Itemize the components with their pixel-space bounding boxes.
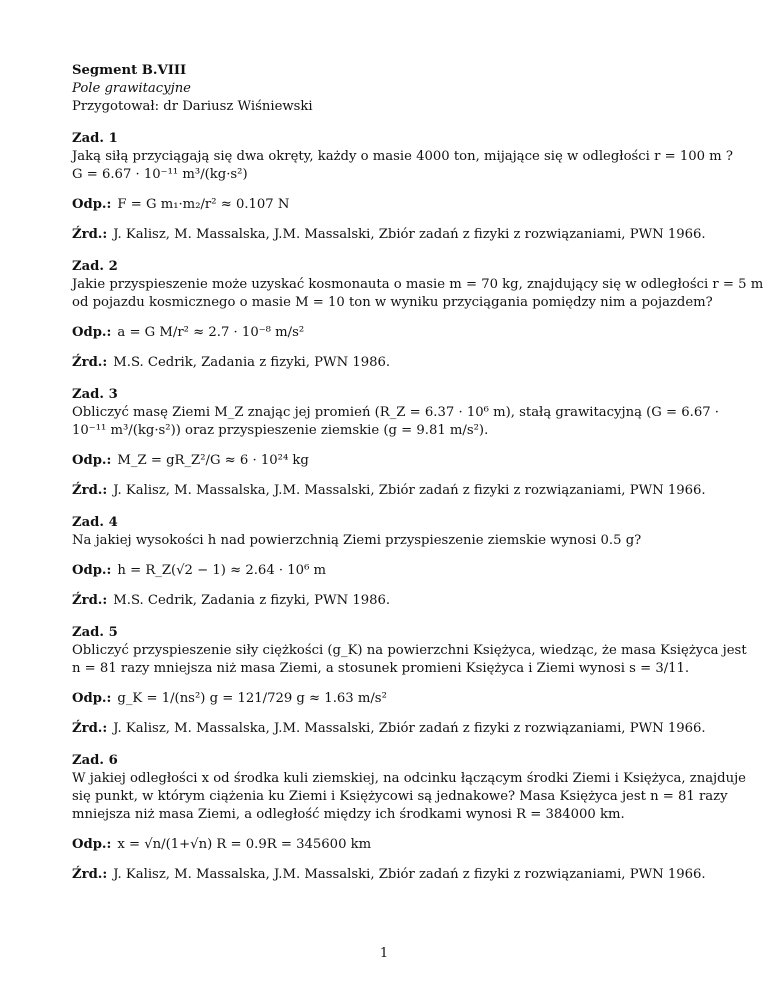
source-text: M.S. Cedrik, Zadania z fizyki, PWN 1986. [113,355,391,370]
answer-line [72,324,744,342]
answer-line [72,452,744,470]
segment-title: Segment B.VIII [72,63,187,78]
source-text: J. Kalisz, M. Massalska, J.M. Massalski, Zbiór zadań z fizyki z rozwiązaniami, PWN 1966. [113,483,706,498]
problem-2 [72,258,764,372]
source-label: Źrd.: [72,867,108,882]
answer-label: Odp.: [72,325,112,340]
problem-5 [72,624,747,738]
page-number: 1 [379,946,389,961]
answer-label: Odp.: [72,197,112,212]
source-text: J. Kalisz, M. Massalska, J.M. Massalski, Zbiór zadań z fizyki z rozwiązaniami, PWN 1966. [113,227,706,242]
source-text: M.S. Cedrik, Zadania z fizyki, PWN 1986. [113,593,391,608]
answer-text: M_Z = gR_Z²/G ≈ 6 · 10²⁴ kg [117,453,309,468]
problem-text-line: G = 6.67 · 10⁻¹¹ m³/(kg·s²) [72,167,248,182]
answer-label: Odp.: [72,563,112,578]
source-line [72,592,744,610]
problem-text-line: się punkt, w którym ciążenia ku Ziemi i Księżycowi są jednakowe? Masa Księżyca jest n = 81 razy [72,789,728,804]
answer-line [72,196,744,214]
problem-text-line: Obliczyć przyspieszenie siły ciężkości (g_K) na powierzchni Księżyca, wiedząc, że masa Księżyca jest [72,643,747,658]
source-label: Źrd.: [72,593,108,608]
problem-text-line: mniejsza niż masa Ziemi, a odległość między ich środkami wynosi R = 384000 km. [72,807,625,822]
problem-text-line: Jakie przyspieszenie może uzyskać kosmonauta o masie m = 70 kg, znajdujący się w odległości r = 5 m [72,277,764,292]
answer-line [72,690,744,708]
problem-6 [72,752,744,884]
problem-3 [72,386,744,500]
problem-text-line: od pojazdu kosmicznego o masie M = 10 ton w wyniku przyciągania pomiędzy nim a pojazdem? [72,295,713,310]
answer-label: Odp.: [72,837,112,852]
source-label: Źrd.: [72,721,108,736]
source-line [72,720,744,738]
problem-title: Zad. 5 [72,625,118,640]
problem-text-line: Obliczyć masę Ziemi M_Z znając jej promień (R_Z = 6.37 · 10⁶ m), stałą grawitacyjną (G = 6.67 · [72,405,719,420]
source-line [72,482,744,500]
problem-4 [72,514,744,610]
problem-title: Zad. 6 [72,753,118,768]
problem-text-line: Jaką siłą przyciągają się dwa okręty, każdy o masie 4000 ton, mijające się w odległości r = 100 m ? [72,149,733,164]
document-page [72,62,764,884]
answer-text: a = G M/r² ≈ 2.7 · 10⁻⁸ m/s² [117,325,305,340]
source-text: J. Kalisz, M. Massalska, J.M. Massalski, Zbiór zadań z fizyki z rozwiązaniami, PWN 1966. [113,721,706,736]
document-header [72,62,744,116]
author-line: Przygotował: dr Dariusz Wiśniewski [72,99,313,114]
problem-title: Zad. 4 [72,515,118,530]
problem-text-line: 10⁻¹¹ m³/(kg·s²)) oraz przyspieszenie ziemskie (g = 9.81 m/s²). [72,423,489,438]
problem-title: Zad. 3 [72,387,118,402]
source-label: Źrd.: [72,355,108,370]
source-label: Źrd.: [72,227,108,242]
source-line [72,866,744,884]
answer-text: g_K = 1/(ns²) g = 121/729 g ≈ 1.63 m/s² [117,691,387,706]
problem-1 [72,130,744,244]
answer-text: F = G m₁·m₂/r² ≈ 0.107 N [117,197,290,212]
problem-title: Zad. 2 [72,259,118,274]
answer-line [72,836,744,854]
source-line [72,354,744,372]
answer-label: Odp.: [72,453,112,468]
source-line [72,226,744,244]
problem-text-line: Na jakiej wysokości h nad powierzchnią Ziemi przyspieszenie ziemskie wynosi 0.5 g? [72,533,642,548]
source-text: J. Kalisz, M. Massalska, J.M. Massalski, Zbiór zadań z fizyki z rozwiązaniami, PWN 1966. [113,867,706,882]
segment-subtitle: Pole grawitacyjne [72,81,191,96]
problem-title: Zad. 1 [72,131,118,146]
problem-text-line: n = 81 razy mniejsza niż masa Ziemi, a stosunek promieni Księżyca i Ziemi wynosi s = 3/11. [72,661,690,676]
answer-line [72,562,744,580]
answer-label: Odp.: [72,691,112,706]
problem-text-line: W jakiej odległości x od środka kuli ziemskiej, na odcinku łączącym środki Ziemi i Księżyca, znajduje [72,771,746,786]
answer-text: h = R_Z(√2 − 1) ≈ 2.64 · 10⁶ m [117,563,327,578]
source-label: Źrd.: [72,483,108,498]
answer-text: x = √n/(1+√n) R = 0.9R = 345600 km [117,837,372,852]
